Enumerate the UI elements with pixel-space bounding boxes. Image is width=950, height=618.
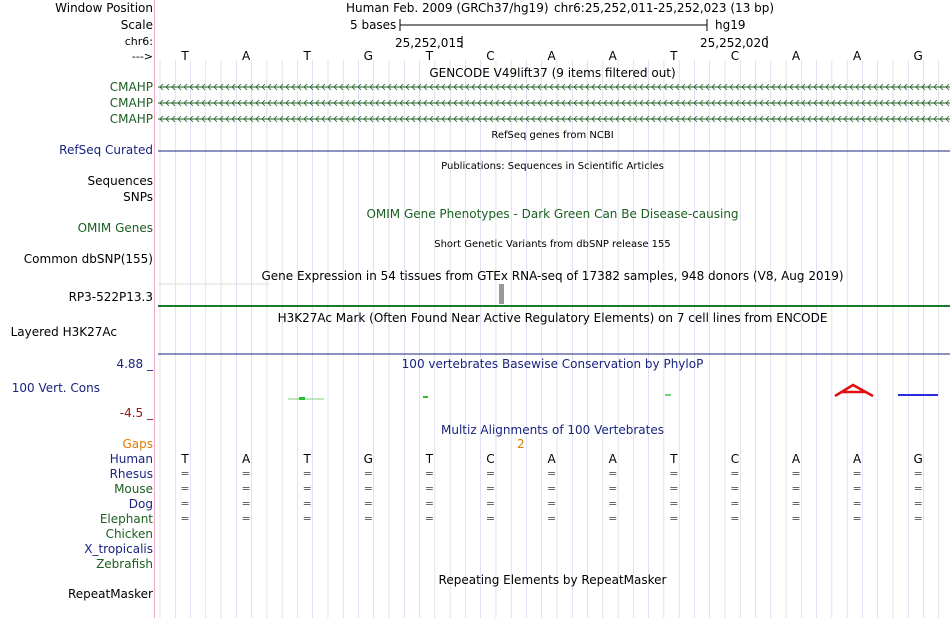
reference-base: T	[425, 49, 434, 63]
snps-label[interactable]: SNPs	[123, 190, 153, 204]
phylop-track-label[interactable]: 100 Vert. Cons	[11, 381, 100, 395]
window-position-label: Window Position	[55, 1, 153, 15]
position-readout: chr6:25,252,011-25,252,023 (13 bp)	[554, 1, 775, 15]
cmahp-label-3[interactable]: CMAHP	[109, 112, 153, 126]
alignment-base: =	[363, 482, 373, 495]
alignment-base: =	[791, 512, 801, 525]
coord-right: 25,252,020	[700, 36, 769, 50]
species-label[interactable]: Zebrafish	[96, 557, 153, 571]
alignment-base: =	[608, 482, 618, 495]
alignment-base: =	[363, 467, 373, 480]
alignment-base: =	[424, 467, 434, 480]
phylop-marks	[288, 385, 938, 400]
chrom-label: chr6:	[124, 35, 153, 48]
refseq-curated-label[interactable]: RefSeq Curated	[59, 143, 153, 157]
alignment-base: =	[730, 482, 740, 495]
alignment-base: =	[669, 497, 679, 510]
phylop-min-value: -4.5 _	[119, 406, 153, 420]
cmahp-gene-features[interactable]	[158, 84, 950, 122]
alignment-base: T	[181, 452, 189, 466]
cmahp-label-1[interactable]: CMAHP	[109, 80, 153, 94]
common-dbsnp-label[interactable]: Common dbSNP(155)	[23, 252, 153, 266]
alignment-base: =	[546, 482, 557, 495]
alignment-base: =	[852, 512, 862, 525]
alignment-base: =	[791, 467, 801, 480]
alignment-base: =	[241, 482, 251, 495]
reference-base: A	[241, 49, 251, 63]
reference-base: A	[852, 49, 862, 63]
reference-base: T	[670, 49, 678, 63]
alignment-base: =	[669, 512, 679, 525]
alignment-base: =	[485, 467, 496, 480]
publications-track-title[interactable]: Publications: Sequences in Scientific Articles	[441, 161, 664, 172]
alignment-base: =	[791, 497, 801, 510]
alignment-base: =	[730, 467, 740, 480]
reference-base: C	[730, 49, 740, 63]
species-label[interactable]: Chicken	[105, 527, 153, 541]
scale-text: 5 bases	[350, 18, 397, 32]
alignment-base: =	[852, 482, 862, 495]
alignment-base: =	[608, 497, 618, 510]
reference-base: G	[363, 49, 373, 63]
alignment-base: =	[424, 482, 434, 495]
alignment-base: =	[302, 497, 312, 510]
alignment-base: =	[546, 497, 557, 510]
dbsnp-track-title[interactable]: Short Genetic Variants from dbSNP release 155	[434, 239, 671, 250]
phylop-max-value: 4.88 _	[116, 357, 153, 371]
species-label[interactable]: Dog	[128, 497, 153, 511]
alignment-base: =	[485, 482, 496, 495]
gap-count: 2	[517, 437, 525, 451]
gtex-gene-label[interactable]: RP3-522P13.3	[68, 290, 153, 304]
gtex-track-title[interactable]: Gene Expression in 54 tissues from GTEx RNA-seq of 17382 samples, 948 donors (V8, Aug 2019)	[261, 269, 844, 283]
alignment-base: =	[669, 467, 679, 480]
alignment-base: G	[363, 452, 373, 466]
scale-label: Scale	[120, 18, 153, 32]
alignment-base: =	[302, 467, 312, 480]
alignment-base: =	[546, 467, 557, 480]
db-label: hg19	[715, 18, 746, 32]
alignment-base: =	[180, 512, 190, 525]
repeatmasker-track-title[interactable]: Repeating Elements by RepeatMasker	[438, 573, 667, 587]
alignment-base: =	[424, 497, 434, 510]
alignment-base: =	[424, 512, 434, 525]
alignment-base: T	[670, 452, 678, 466]
alignment-base: C	[486, 452, 495, 466]
gaps-label: Gaps	[122, 437, 153, 451]
alignment-base: =	[241, 512, 251, 525]
reference-base: C	[486, 49, 495, 63]
gtex-bar	[499, 284, 504, 304]
alignment-base: =	[241, 467, 251, 480]
reference-base: A	[608, 49, 617, 63]
alignment-base: =	[485, 497, 496, 510]
alignment-base: C	[730, 452, 740, 466]
alignment-base: =	[363, 512, 373, 525]
species-label[interactable]: Mouse	[114, 482, 153, 496]
alignment-base: =	[852, 467, 862, 480]
alignment-base: =	[180, 467, 190, 480]
species-label[interactable]: Elephant	[99, 512, 153, 526]
alignment-base: A	[547, 452, 556, 466]
multiz-track-title[interactable]: Multiz Alignments of 100 Vertebrates	[440, 423, 665, 437]
alignment-base: T	[303, 452, 311, 466]
refseq-track-title[interactable]: RefSeq genes from NCBI	[491, 130, 614, 141]
alignment-base: A	[791, 452, 801, 466]
h3k27ac-track-title[interactable]: H3K27Ac Mark (Often Found Near Active Regulatory Elements) on 7 cell lines from ENCODE	[277, 311, 828, 325]
sequences-label[interactable]: Sequences	[87, 174, 153, 188]
omim-genes-label[interactable]: OMIM Genes	[77, 221, 153, 235]
alignment-base: =	[608, 512, 618, 525]
alignment-base: =	[791, 482, 801, 495]
reference-base: A	[791, 49, 801, 63]
alignment-base: =	[730, 512, 740, 525]
alignment-base: A	[852, 452, 862, 466]
coord-left: 25,252,015	[395, 36, 464, 50]
alignment-base: =	[363, 497, 373, 510]
alignment-base: =	[913, 467, 923, 480]
alignment-base: =	[180, 482, 190, 495]
repeatmasker-label[interactable]: RepeatMasker	[67, 587, 153, 601]
alignment-base: =	[241, 497, 251, 510]
alignment-base: =	[913, 482, 923, 495]
reference-base: A	[547, 49, 556, 63]
alignment-base: =	[730, 497, 740, 510]
strand-arrow-label: --->	[131, 50, 153, 63]
alignment-base: =	[485, 512, 496, 525]
alignment-base: G	[913, 452, 923, 466]
reference-base: G	[913, 49, 923, 63]
alignment-base: =	[302, 512, 312, 525]
alignment-base: =	[913, 497, 923, 510]
alignment-base: =	[180, 497, 190, 510]
reference-base: T	[181, 49, 189, 63]
species-label[interactable]: Rhesus	[109, 467, 153, 481]
omim-track-title[interactable]: OMIM Gene Phenotypes - Dark Green Can Be Disease-causing	[366, 207, 739, 221]
assembly-title: Human Feb. 2009 (GRCh37/hg19)	[346, 1, 549, 15]
alignment-base: A	[241, 452, 251, 466]
gencode-track-title[interactable]: GENCODE V49lift37 (9 items filtered out)	[429, 66, 676, 80]
alignment-base: A	[608, 452, 617, 466]
species-label[interactable]: X_tropicalis	[84, 542, 153, 556]
layered-h3k27ac-label[interactable]: Layered H3K27Ac	[10, 325, 117, 339]
alignment-base: =	[546, 512, 557, 525]
phylop-track-title[interactable]: 100 vertebrates Basewise Conservation by PhyloP	[401, 357, 704, 371]
alignment-base: T	[425, 452, 434, 466]
base-guide-lines	[160, 60, 939, 618]
species-label[interactable]: Human	[109, 452, 153, 466]
alignment-base: =	[669, 482, 679, 495]
label-column-separator	[154, 0, 155, 618]
reference-base: T	[303, 49, 311, 63]
cmahp-label-2[interactable]: CMAHP	[109, 96, 153, 110]
alignment-base: =	[608, 467, 618, 480]
alignment-base: =	[302, 482, 312, 495]
alignment-base: =	[852, 497, 862, 510]
alignment-base: =	[913, 512, 923, 525]
